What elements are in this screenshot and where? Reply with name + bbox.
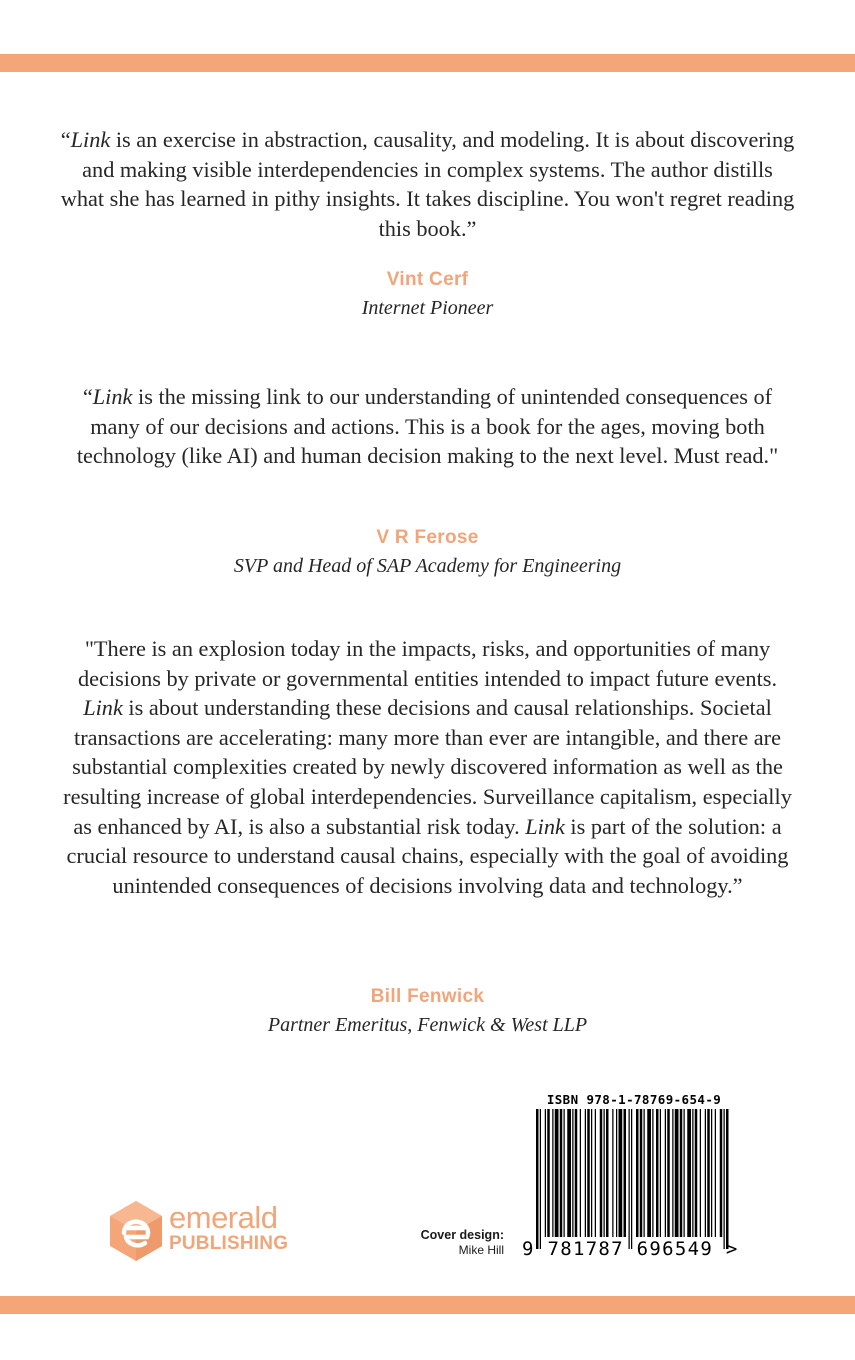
barcode-bar: [572, 1109, 573, 1237]
barcode-bar: [705, 1109, 706, 1237]
publisher-name: emerald: [169, 1200, 278, 1235]
book-title: Link: [83, 695, 123, 721]
barcode-bar: [587, 1109, 590, 1237]
barcode-bar: [672, 1109, 673, 1237]
barcode-bar: [545, 1109, 546, 1237]
barcode-bar: [636, 1109, 639, 1237]
barcode-digits: 9 781787 696549 >: [522, 1238, 739, 1260]
barcode-bar: [726, 1109, 729, 1249]
endorser-name: Vint Cerf: [386, 269, 469, 290]
testimonial-quote-3: [60, 634, 795, 900]
quote-text: is an exercise in abstraction, causality, and modeling. It is about discovering and making visible interdependencies in complex systems. The author distills what she has learned in pithy insights. It takes discipline. You won't regret reading this book.”: [60, 127, 795, 241]
barcode-bar: [567, 1109, 571, 1237]
testimonial-quote-2: [60, 382, 795, 471]
barcode-bar: [552, 1109, 553, 1237]
barcode-bar: [684, 1109, 685, 1237]
barcode-bar: [724, 1109, 725, 1249]
quote-text: is part of the solution: a crucial resource to understand causal chains, especially with the goal of avoiding unintended consequences of decisions involving data and technology.”: [66, 813, 789, 898]
barcode-bar: [604, 1109, 605, 1237]
testimonial-attribution-3: [60, 985, 795, 1039]
barcode-bar: [640, 1109, 643, 1237]
barcode-bar: [660, 1109, 661, 1237]
barcode-bar: [616, 1109, 617, 1237]
barcode-bar: [687, 1109, 691, 1237]
barcode-bar: [665, 1109, 666, 1237]
barcode-bar: [652, 1109, 653, 1237]
barcode-bar: [656, 1109, 659, 1237]
quote-text: is about understanding these decisions and causal relationships. Societal transactions are accelerating: many more than ever are intangible, and there are substantial complexities created by newly discovered information as well as the resulting increase of global interdependencies. Surveillance capitalism, especially as enhanced by AI, is also a substantial risk today.: [63, 695, 792, 839]
barcode-bar: [606, 1109, 609, 1237]
barcode-bar: [575, 1109, 578, 1237]
quote-text: "There is an explosion today in the impacts, risks, and opportunities of many decisions by private or governmental entities intended to impact future events.: [77, 636, 778, 691]
isbn-barcode: [522, 1092, 742, 1272]
testimonial-quote-1: [60, 125, 795, 243]
barcode-bar: [580, 1109, 581, 1237]
book-title: Link: [70, 127, 111, 152]
barcode-bar: [624, 1109, 627, 1237]
barcode-bar: [612, 1109, 613, 1237]
barcode-bar: [600, 1109, 603, 1237]
publisher-logo: [107, 1199, 307, 1263]
barcode-bar: [555, 1109, 559, 1237]
barcode-bar: [695, 1109, 698, 1237]
quote-open-mark: “: [60, 127, 71, 152]
book-title: Link: [525, 813, 565, 839]
bottom-accent-band: [0, 1296, 855, 1314]
barcode-bar: [667, 1109, 670, 1237]
endorser-role: Partner Emeritus, Fenwick & West LLP: [267, 1014, 588, 1036]
barcode-bar: [547, 1109, 550, 1237]
barcode-bar: [647, 1109, 651, 1237]
cover-design-label: Cover design:: [420, 1228, 504, 1242]
quote-text: is the missing link to our understanding of unintended consequences of many of our decisions and actions. This is a book for the ages, moving both technology (like AI) and human decision making to the next level. Must read.": [76, 384, 779, 469]
barcode-bar: [591, 1109, 592, 1237]
endorser-role: SVP and Head of SAP Academy for Engineering: [233, 555, 622, 577]
cover-design-credit: [400, 1228, 504, 1258]
book-title: Link: [92, 384, 133, 409]
barcode-bar: [560, 1109, 563, 1237]
barcode-bar: [692, 1109, 693, 1237]
testimonial-attribution-2: [60, 526, 795, 580]
barcode-bar: [536, 1109, 539, 1249]
endorser-role: Internet Pioneer: [361, 297, 494, 319]
barcode-bar: [711, 1109, 712, 1237]
barcode-bar: [619, 1109, 623, 1237]
isbn-label: ISBN 978-1-78769-654-9: [546, 1092, 722, 1107]
endorser-name: V R Ferose: [376, 527, 479, 548]
endorser-name: Bill Fenwick: [370, 986, 485, 1007]
barcode-bar: [700, 1109, 701, 1237]
emerald-hexagon-logo-icon: [107, 1199, 165, 1263]
quote-open-mark: “: [82, 384, 93, 409]
barcode-bar: [631, 1109, 632, 1249]
barcode-bar: [715, 1109, 716, 1237]
publisher-subname: PUBLISHING: [169, 1233, 289, 1254]
barcode-bar: [540, 1109, 541, 1249]
barcode-bar: [707, 1109, 710, 1237]
barcode-bars: [530, 1109, 736, 1249]
barcode-bar: [720, 1109, 723, 1237]
top-accent-band: [0, 54, 855, 72]
cover-designer-name: Mike Hill: [458, 1243, 504, 1257]
testimonial-attribution-1: [60, 268, 795, 322]
barcode-bar: [644, 1109, 645, 1237]
barcode-bar: [680, 1109, 683, 1237]
barcode-bar: [564, 1109, 565, 1237]
barcode-bar: [629, 1109, 630, 1249]
barcode-bar: [675, 1109, 679, 1237]
barcode-bar: [595, 1109, 596, 1237]
barcode-bar: [585, 1109, 586, 1237]
